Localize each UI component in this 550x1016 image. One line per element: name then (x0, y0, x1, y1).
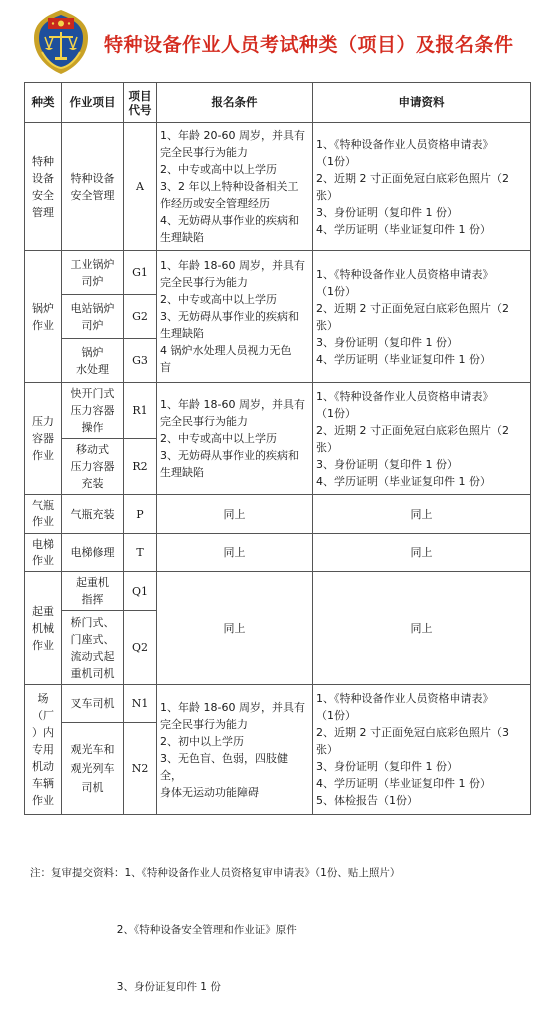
review-note (30, 826, 400, 1016)
item-cell: 电站锅炉 司炉 (62, 295, 124, 339)
item-cell: 快开门式 压力容器 操作 (62, 383, 124, 439)
item-cell: 桥门式、 门座式、 流动式起 重机司机 (62, 611, 124, 685)
table-header-row (25, 83, 531, 123)
item-cell: 观光车和 观光列车 司机 (62, 723, 124, 815)
code-cell: N1 (124, 685, 157, 723)
note-line: 3、身份证复印件 1 份 (30, 981, 221, 993)
header (0, 0, 550, 82)
code-cell: Q2 (124, 611, 157, 685)
table-row (25, 495, 531, 534)
note-line: 2、《特种设备安全管理和作业证》原件 (30, 924, 297, 936)
category-cell: 电梯 作业 (25, 534, 62, 572)
item-cell: 起重机 指挥 (62, 572, 124, 611)
conditions-cell: 同上 (157, 495, 313, 534)
note-line: 注：复审提交资料：1、《特种设备作业人员资格复审申请表》（1份、贴上照片） (30, 867, 401, 879)
header-item: 作业项目 (62, 83, 124, 123)
table-row (25, 572, 531, 611)
category-cell: 压力 容器 作业 (25, 383, 62, 495)
code-cell: G1 (124, 251, 157, 295)
table-row (25, 685, 531, 723)
code-cell: A (124, 123, 157, 251)
materials-cell: 同上 (313, 572, 531, 685)
code-cell: P (124, 495, 157, 534)
conditions-cell: 1、年龄 18-60 周岁，并具有 完全民事行为能力 2、初中以上学历 3、无色盲、色弱，四肢健全， 身体无运动功能障碍 (157, 685, 313, 815)
conditions-cell: 同上 (157, 534, 313, 572)
materials-cell: 1、《特种设备作业人员资格申请表》 （1份） 2、近期 2 寸正面免冠白底彩色照片（2 张） 3、身份证明（复印件 1 份） 4、学历证明（毕业证复印件 1 份） (313, 383, 531, 495)
category-cell: 起重 机械 作业 (25, 572, 62, 685)
conditions-cell: 1、年龄 18-60 周岁，并具有 完全民事行为能力 2、中专或高中以上学历 3、无妨碍从事作业的疾病和 生理缺陷 4 锅炉水处理人员视力无色 盲 (157, 251, 313, 383)
item-cell: 特种设备 安全管理 (62, 123, 124, 251)
conditions-cell: 1、年龄 18-60 周岁，并具有 完全民事行为能力 2、中专或高中以上学历 3、无妨碍从事作业的疾病和 生理缺陷 (157, 383, 313, 495)
table-row (25, 383, 531, 439)
materials-cell: 同上 (313, 495, 531, 534)
item-cell: 电梯修理 (62, 534, 124, 572)
code-cell: T (124, 534, 157, 572)
item-cell: 工业锅炉 司炉 (62, 251, 124, 295)
materials-cell: 同上 (313, 534, 531, 572)
code-cell: G2 (124, 295, 157, 339)
code-cell: Q1 (124, 572, 157, 611)
category-cell: 气瓶 作业 (25, 495, 62, 534)
category-cell: 特种 设备 安全 管理 (25, 123, 62, 251)
page-title: 特种设备作业人员考试种类（项目）及报名条件 (104, 34, 514, 56)
code-cell: G3 (124, 339, 157, 383)
item-cell: 叉车司机 (62, 685, 124, 723)
header-conditions: 报名条件 (157, 83, 313, 123)
category-cell: 锅炉 作业 (25, 251, 62, 383)
category-cell: 场 （厂 ）内 专用 机动 车辆 作业 (25, 685, 62, 815)
exam-conditions-table (24, 82, 531, 815)
code-cell: R2 (124, 439, 157, 495)
code-cell: N2 (124, 723, 157, 815)
table-row (25, 534, 531, 572)
header-category: 种类 (25, 83, 62, 123)
header-materials: 申请资料 (313, 83, 531, 123)
conditions-cell: 同上 (157, 572, 313, 685)
materials-cell: 1、《特种设备作业人员资格申请表》 （1份） 2、近期 2 寸正面免冠白底彩色照片（3 张） 3、身份证明（复印件 1 份） 4、学历证明（毕业证复印件 1 份） 5、体检报告（1份） (313, 685, 531, 815)
table-row (25, 251, 531, 295)
item-cell: 锅炉 水处理 (62, 339, 124, 383)
code-cell: R1 (124, 383, 157, 439)
item-cell: 移动式 压力容器 充装 (62, 439, 124, 495)
table-row (25, 123, 531, 251)
materials-cell: 1、《特种设备作业人员资格申请表》 （1份） 2、近期 2 寸正面免冠白底彩色照片（2 张） 3、身份证明（复印件 1 份） 4、学历证明（毕业证复印件 1 份） (313, 251, 531, 383)
header-code: 项目代号 (124, 83, 157, 123)
item-cell: 气瓶充装 (62, 495, 124, 534)
quality-supervision-emblem-icon (30, 8, 92, 76)
conditions-cell: 1、年龄 20-60 周岁，并具有 完全民事行为能力 2、中专或高中以上学历 3、2 年以上特种设备相关工 作经历或安全管理经历 4、无妨碍从事作业的疾病和 生理缺陷 (157, 123, 313, 251)
materials-cell: 1、《特种设备作业人员资格申请表》 （1份） 2、近期 2 寸正面免冠白底彩色照片（2 张） 3、身份证明（复印件 1 份） 4、学历证明（毕业证复印件 1 份） (313, 123, 531, 251)
